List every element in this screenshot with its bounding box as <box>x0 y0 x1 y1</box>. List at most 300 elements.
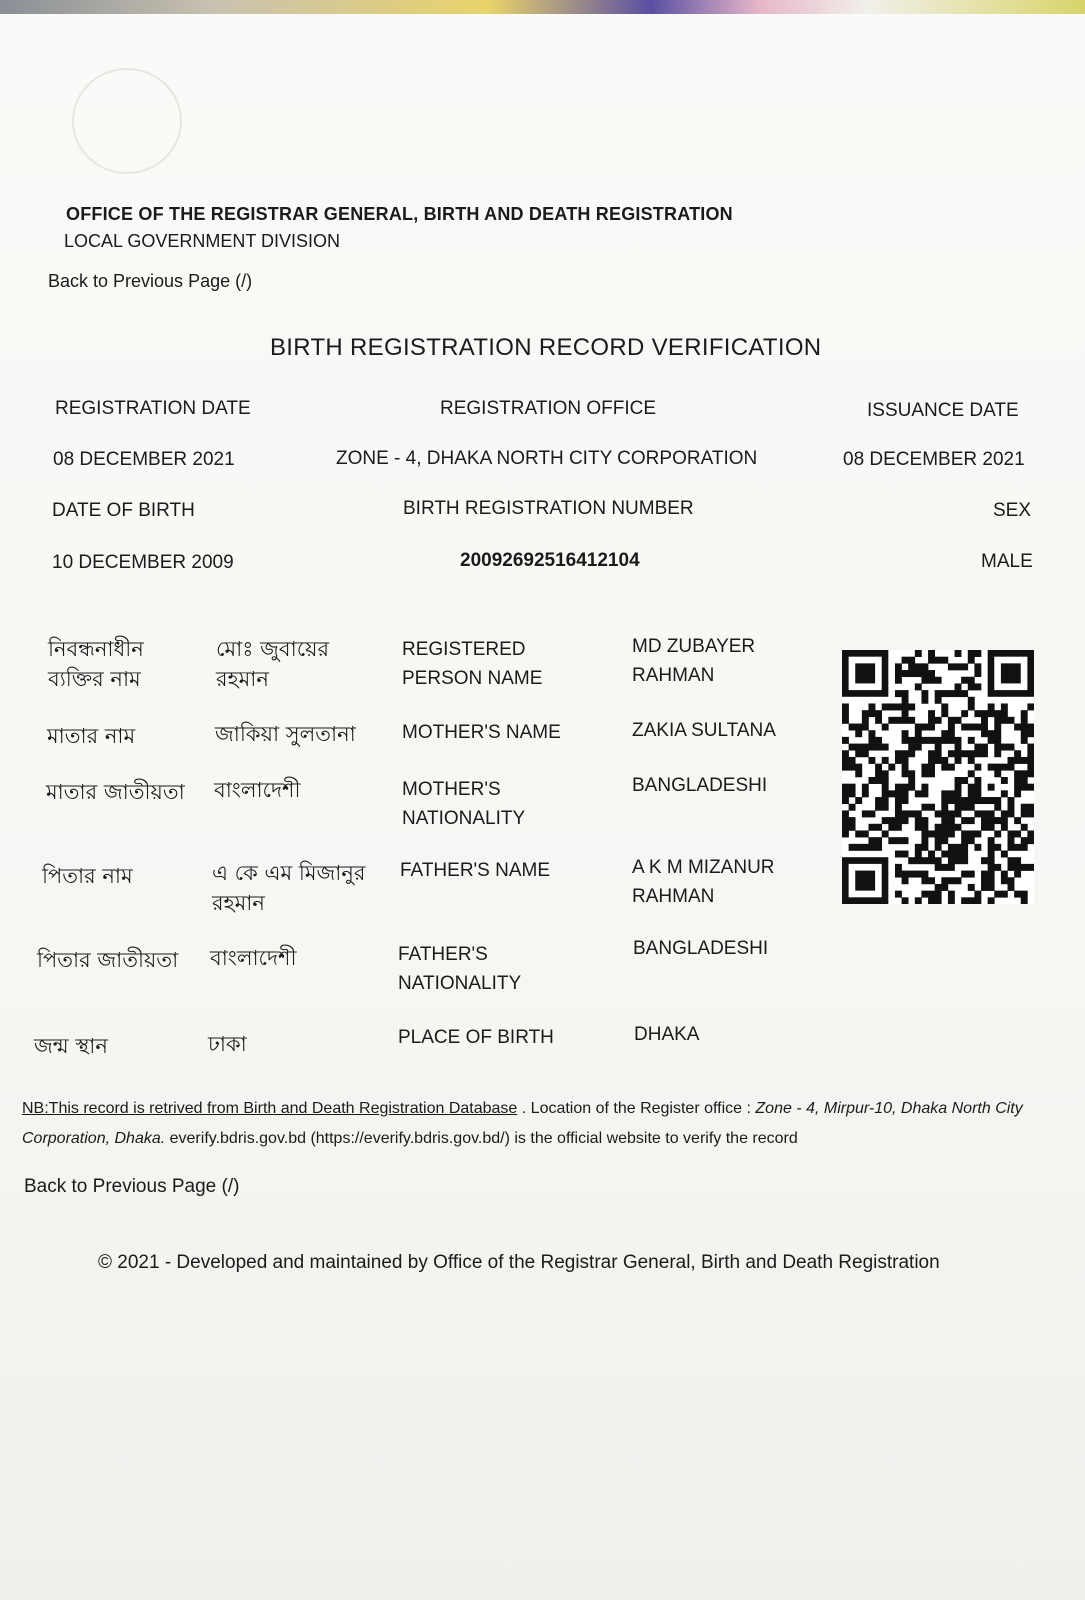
qr-module <box>974 764 981 771</box>
qr-module <box>941 824 948 831</box>
qr-module <box>875 824 882 831</box>
qr-module <box>862 844 869 851</box>
qr-module <box>855 724 862 731</box>
qr-module <box>948 864 955 871</box>
qr-module <box>1014 830 1021 837</box>
back-link-bottom[interactable]: Back to Previous Page (/) <box>24 1176 240 1197</box>
qr-module <box>955 851 962 858</box>
qr-module <box>1027 830 1034 837</box>
qr-module <box>968 817 975 824</box>
qr-module <box>902 817 909 824</box>
qr-module <box>968 770 975 777</box>
qr-module <box>921 690 928 697</box>
qr-module <box>921 677 928 684</box>
qr-module <box>1021 844 1028 851</box>
qr-module <box>988 851 995 858</box>
qr-module <box>895 663 902 670</box>
qr-module <box>1021 864 1028 871</box>
qr-module <box>974 830 981 837</box>
qr-module <box>915 737 922 744</box>
qr-module <box>961 830 968 837</box>
qr-module <box>948 663 955 670</box>
qr-module <box>902 657 909 664</box>
qr-module <box>862 750 869 757</box>
qr-module <box>842 790 849 797</box>
qr-module <box>1001 717 1008 724</box>
qr-module <box>961 677 968 684</box>
qr-finder-pattern <box>1001 663 1021 683</box>
qr-module <box>902 750 909 757</box>
qr-module <box>928 897 935 904</box>
qr-module <box>981 724 988 731</box>
qr-module <box>921 724 928 731</box>
qr-module <box>955 810 962 817</box>
qr-module <box>941 810 948 817</box>
qr-module <box>862 724 869 731</box>
qr-module <box>888 824 895 831</box>
qr-module <box>955 690 962 697</box>
qr-module <box>882 790 889 797</box>
qr-module <box>882 804 889 811</box>
qr-module <box>915 857 922 864</box>
value-place-of-birth: DHAKA <box>634 1024 700 1045</box>
record-note <box>22 1094 1052 1154</box>
qr-module <box>862 810 869 817</box>
qr-module <box>882 724 889 731</box>
qr-module <box>994 797 1001 804</box>
bn-label-mother-name: মাতার নাম <box>47 724 136 748</box>
qr-module <box>994 770 1001 777</box>
qr-module <box>842 764 849 771</box>
qr-module <box>941 737 948 744</box>
qr-module <box>994 830 1001 837</box>
qr-module <box>1014 750 1021 757</box>
qr-module <box>921 663 928 670</box>
qr-module <box>941 710 948 717</box>
qr-module <box>961 851 968 858</box>
qr-module <box>981 797 988 804</box>
qr-module <box>855 844 862 851</box>
qr-module <box>868 837 875 844</box>
qr-module <box>935 757 942 764</box>
qr-module <box>921 871 928 878</box>
qr-module <box>928 650 935 657</box>
qr-module <box>902 797 909 804</box>
qr-module <box>948 717 955 724</box>
label-place-of-birth: PLACE OF BIRTH <box>398 1027 554 1048</box>
bn-value-mother-nationality: বাংলাদেশী <box>214 778 301 802</box>
qr-module <box>955 784 962 791</box>
qr-module <box>935 824 942 831</box>
qr-module <box>974 710 981 717</box>
qr-module <box>895 790 902 797</box>
qr-module <box>935 864 942 871</box>
qr-module <box>888 764 895 771</box>
qr-module <box>875 804 882 811</box>
qr-module <box>921 824 928 831</box>
qr-module <box>862 790 869 797</box>
qr-module <box>948 877 955 884</box>
qr-module <box>928 857 935 864</box>
qr-module <box>928 764 935 771</box>
qr-module <box>849 757 856 764</box>
qr-module <box>994 750 1001 757</box>
qr-module <box>902 790 909 797</box>
qr-module <box>902 710 909 717</box>
qr-module <box>1014 817 1021 824</box>
qr-module <box>988 703 995 710</box>
qr-module <box>888 837 895 844</box>
qr-module <box>921 790 928 797</box>
qr-module <box>968 657 975 664</box>
qr-module <box>915 724 922 731</box>
qr-module <box>875 717 882 724</box>
qr-module <box>1027 804 1034 811</box>
qr-module <box>935 744 942 751</box>
qr-module <box>935 891 942 898</box>
qr-module <box>855 750 862 757</box>
note-prefix: NB:This record is retrived from Birth and Death Registration Database <box>22 1100 518 1117</box>
qr-module <box>1021 770 1028 777</box>
qr-module <box>868 824 875 831</box>
qr-module <box>968 757 975 764</box>
qr-module <box>948 810 955 817</box>
qr-module <box>849 724 856 731</box>
qr-module <box>915 744 922 751</box>
qr-module <box>941 804 948 811</box>
qr-module <box>968 697 975 704</box>
qr-module <box>921 877 928 884</box>
qr-module <box>941 757 948 764</box>
qr-module <box>875 744 882 751</box>
qr-module <box>921 817 928 824</box>
value-father-nationality: BANGLADESHI <box>633 938 769 959</box>
qr-module <box>1027 837 1034 844</box>
back-link-top[interactable]: Back to Previous Page (/) <box>48 271 253 291</box>
qr-module <box>1008 804 1015 811</box>
qr-module <box>981 857 988 864</box>
qr-module <box>935 697 942 704</box>
qr-module <box>902 697 909 704</box>
qr-module <box>1027 730 1034 737</box>
qr-module <box>895 824 902 831</box>
qr-module <box>1001 810 1008 817</box>
qr-module <box>868 757 875 764</box>
issuance-date-label: ISSUANCE DATE <box>867 400 1019 421</box>
qr-module <box>908 784 915 791</box>
qr-module <box>948 790 955 797</box>
note-mid: . Location of the Register office : <box>517 1100 756 1117</box>
qr-module <box>875 797 882 804</box>
qr-module <box>875 737 882 744</box>
qr-module <box>842 717 849 724</box>
qr-module <box>902 703 909 710</box>
qr-module <box>849 764 856 771</box>
qr-module <box>915 663 922 670</box>
qr-module <box>935 690 942 697</box>
qr-module <box>842 703 849 710</box>
qr-module <box>895 784 902 791</box>
qr-module <box>988 844 995 851</box>
qr-module <box>1014 864 1021 871</box>
footer-copyright: © 2021 - Developed and maintained by Office of the Registrar General, Birth and Death Registration <box>98 1252 940 1273</box>
qr-module <box>1014 871 1021 878</box>
qr-module <box>1001 891 1008 898</box>
qr-module <box>968 871 975 878</box>
qr-module <box>928 750 935 757</box>
qr-module <box>921 857 928 864</box>
qr-module <box>1001 871 1008 878</box>
qr-module <box>902 810 909 817</box>
qr-module <box>842 750 849 757</box>
qr-module <box>974 810 981 817</box>
qr-module <box>981 810 988 817</box>
qr-module <box>955 844 962 851</box>
bn-label-registered-person: নিবন্ধনাধীন ব্যক্তির নাম <box>48 637 144 691</box>
qr-module <box>915 824 922 831</box>
qr-module <box>935 830 942 837</box>
qr-module <box>902 871 909 878</box>
qr-module <box>961 804 968 811</box>
qr-module <box>868 703 875 710</box>
qr-module <box>875 770 882 777</box>
qr-module <box>1021 784 1028 791</box>
division-title: LOCAL GOVERNMENT DIVISION <box>64 231 341 251</box>
qr-module <box>948 730 955 737</box>
qr-code <box>842 650 1034 904</box>
qr-module <box>928 757 935 764</box>
qr-module <box>968 784 975 791</box>
qr-module <box>961 690 968 697</box>
qr-module <box>974 670 981 677</box>
qr-module <box>1014 784 1021 791</box>
qr-module <box>1021 757 1028 764</box>
qr-module <box>988 871 995 878</box>
qr-module <box>915 851 922 858</box>
qr-module <box>1021 737 1028 744</box>
qr-module <box>1021 837 1028 844</box>
qr-module <box>948 897 955 904</box>
qr-module <box>895 810 902 817</box>
sex-value: MALE <box>981 551 1033 572</box>
bn-value-father-name: এ কে এম মিজানুর রহমান <box>212 861 366 915</box>
qr-module <box>895 837 902 844</box>
qr-module <box>981 877 988 884</box>
qr-module <box>981 717 988 724</box>
registration-date-value: 08 DECEMBER 2021 <box>53 449 235 470</box>
qr-module <box>868 737 875 744</box>
qr-module <box>988 764 995 771</box>
qr-module <box>895 677 902 684</box>
bn-label-father-nationality: পিতার জাতীয়তা <box>37 948 179 972</box>
qr-module <box>902 730 909 737</box>
qr-module <box>842 824 849 831</box>
qr-module <box>895 804 902 811</box>
note-location: Zone - 4, Mirpur-10, Dhaka North City Corporation, Dhaka. <box>22 1100 1023 1147</box>
qr-module <box>955 797 962 804</box>
qr-module <box>882 757 889 764</box>
qr-module <box>902 877 909 884</box>
qr-module <box>961 844 968 851</box>
qr-module <box>908 857 915 864</box>
qr-module <box>915 683 922 690</box>
qr-module <box>1001 824 1008 831</box>
qr-module <box>941 884 948 891</box>
qr-module <box>981 824 988 831</box>
qr-module <box>988 824 995 831</box>
qr-module <box>948 737 955 744</box>
qr-module <box>1008 844 1015 851</box>
qr-module <box>1008 717 1015 724</box>
qr-module <box>915 844 922 851</box>
qr-module <box>908 737 915 744</box>
qr-module <box>928 724 935 731</box>
qr-module <box>1008 797 1015 804</box>
qr-module <box>921 670 928 677</box>
qr-module <box>1014 844 1021 851</box>
qr-module <box>948 690 955 697</box>
qr-module <box>1014 857 1021 864</box>
qr-module <box>988 737 995 744</box>
qr-module <box>948 844 955 851</box>
qr-module <box>961 663 968 670</box>
qr-module <box>941 830 948 837</box>
qr-module <box>1001 710 1008 717</box>
qr-module <box>1001 877 1008 884</box>
qr-module <box>1008 757 1015 764</box>
qr-module <box>888 817 895 824</box>
qr-module <box>928 804 935 811</box>
qr-module <box>968 797 975 804</box>
qr-module <box>968 897 975 904</box>
qr-module <box>968 677 975 684</box>
qr-module <box>948 817 955 824</box>
qr-module <box>1008 884 1015 891</box>
qr-module <box>988 710 995 717</box>
qr-module <box>1014 724 1021 731</box>
qr-module <box>895 864 902 871</box>
qr-module <box>902 670 909 677</box>
qr-module <box>968 703 975 710</box>
qr-module <box>1001 851 1008 858</box>
qr-module <box>868 810 875 817</box>
qr-module <box>842 737 849 744</box>
qr-module <box>941 797 948 804</box>
qr-module <box>862 717 869 724</box>
qr-module <box>935 884 942 891</box>
qr-module <box>908 810 915 817</box>
qr-module <box>1008 764 1015 771</box>
qr-module <box>974 797 981 804</box>
qr-module <box>941 764 948 771</box>
qr-module <box>961 777 968 784</box>
qr-module <box>955 663 962 670</box>
qr-module <box>1021 717 1028 724</box>
value-mother-nationality: BANGLADESHI <box>632 775 768 796</box>
qr-module <box>862 830 869 837</box>
bn-label-father-name: পিতার নাম <box>42 864 133 888</box>
label-mother-nationality: MOTHER'S NATIONALITY <box>402 779 526 829</box>
qr-module <box>902 717 909 724</box>
qr-module <box>955 777 962 784</box>
qr-module <box>974 744 981 751</box>
qr-module <box>915 790 922 797</box>
qr-module <box>955 744 962 751</box>
qr-module <box>955 683 962 690</box>
qr-module <box>935 677 942 684</box>
qr-module <box>862 784 869 791</box>
qr-module <box>981 871 988 878</box>
qr-module <box>1021 710 1028 717</box>
qr-module <box>955 804 962 811</box>
qr-module <box>1021 730 1028 737</box>
qr-module <box>921 770 928 777</box>
qr-module <box>935 737 942 744</box>
bn-label-mother-nationality: মাতার জাতীয়তা <box>46 780 185 804</box>
qr-module <box>888 790 895 797</box>
dob-label: DATE OF BIRTH <box>52 500 195 521</box>
page-title: BIRTH REGISTRATION RECORD VERIFICATION <box>270 334 822 361</box>
qr-module <box>921 844 928 851</box>
qr-module <box>988 837 995 844</box>
bn-value-place-of-birth: ঢাকা <box>208 1032 247 1056</box>
qr-module <box>1001 744 1008 751</box>
qr-module <box>955 824 962 831</box>
qr-module <box>1027 764 1034 771</box>
qr-module <box>955 737 962 744</box>
qr-module <box>974 777 981 784</box>
brn-value: 20092692516412104 <box>460 550 640 571</box>
qr-module <box>882 830 889 837</box>
bn-label-place-of-birth: জন্ম স্থান <box>34 1034 108 1058</box>
qr-module <box>1008 744 1015 751</box>
qr-module <box>961 837 968 844</box>
qr-module <box>988 864 995 871</box>
qr-module <box>1014 757 1021 764</box>
background-edge <box>0 0 1085 14</box>
qr-module <box>908 663 915 670</box>
qr-module <box>902 897 909 904</box>
qr-module <box>974 750 981 757</box>
qr-module <box>935 837 942 844</box>
qr-module <box>902 690 909 697</box>
qr-module <box>1027 770 1034 777</box>
qr-module <box>895 851 902 858</box>
qr-module <box>941 877 948 884</box>
qr-module <box>935 810 942 817</box>
qr-module <box>842 710 849 717</box>
qr-module <box>994 710 1001 717</box>
qr-module <box>994 744 1001 751</box>
qr-module <box>868 730 875 737</box>
qr-module <box>849 790 856 797</box>
qr-module <box>968 737 975 744</box>
qr-code-graphic <box>842 650 1034 904</box>
qr-module <box>948 824 955 831</box>
qr-module <box>981 884 988 891</box>
qr-module <box>968 830 975 837</box>
qr-module <box>902 851 909 858</box>
qr-module <box>1027 724 1034 731</box>
qr-module <box>908 717 915 724</box>
qr-module <box>968 837 975 844</box>
qr-module <box>974 784 981 791</box>
qr-module <box>988 897 995 904</box>
dob-value: 10 DECEMBER 2009 <box>52 552 234 573</box>
qr-module <box>921 804 928 811</box>
qr-module <box>921 697 928 704</box>
qr-module <box>981 750 988 757</box>
